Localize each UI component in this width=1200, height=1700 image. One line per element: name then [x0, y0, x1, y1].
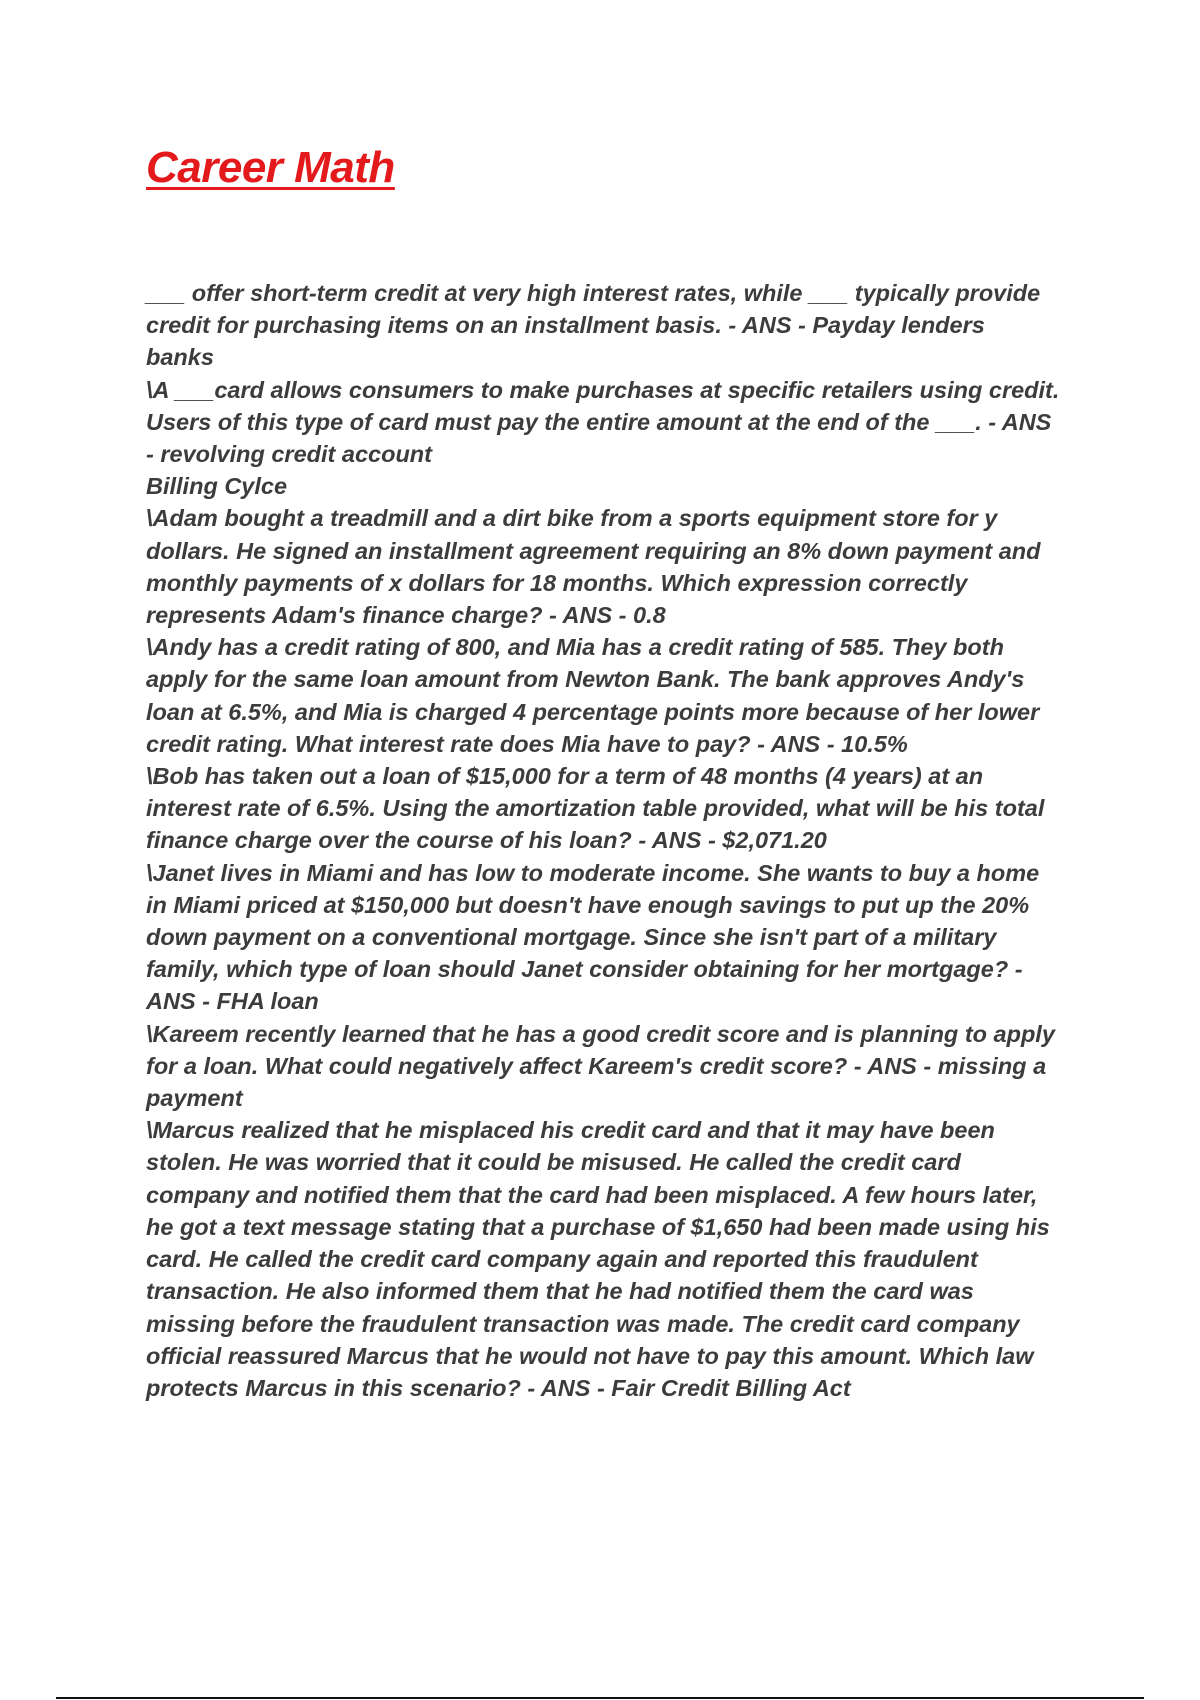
text-line: finance charge over the course of his loan? - ANS - $2,071.20: [146, 827, 827, 854]
text-line: monthly payments of x dollars for 18 months. Which expression correctly: [146, 569, 968, 596]
text-line: - revolving credit account: [146, 441, 432, 468]
text-line: Users of this type of card must pay the entire amount at the end of the ___. - ANS: [146, 408, 1052, 435]
text-line: down payment on a conventional mortgage. Since she isn't part of a military: [146, 924, 997, 951]
text-line: banks: [146, 344, 214, 371]
text-line: in Miami priced at $150,000 but doesn't have enough savings to put up the 20%: [146, 891, 1030, 918]
text-line: apply for the same loan amount from Newton Bank. The bank approves Andy's: [146, 666, 1025, 693]
text-line: protects Marcus in this scenario? - ANS - Fair Credit Billing Act: [146, 1374, 851, 1401]
text-line: stolen. He was worried that it could be misused. He called the credit card: [146, 1149, 961, 1176]
text-line: missing before the fraudulent transaction was made. The credit card company: [146, 1310, 1020, 1337]
text-line: \Marcus realized that he misplaced his credit card and that it may have been: [146, 1117, 995, 1144]
text-line: ___ offer short-term credit at very high interest rates, while ___ typically provide: [146, 280, 1041, 306]
text-line: Billing Cylce: [146, 473, 288, 500]
text-line: company and notified them that the card had been misplaced. A few hours later,: [146, 1181, 1038, 1208]
text-line: dollars. He signed an installment agreement requiring an 8% down payment and: [146, 537, 1041, 564]
footer-divider: [56, 1697, 1144, 1699]
text-line: \A ___card allows consumers to make purchases at specific retailers using credit.: [146, 376, 1060, 403]
text-line: \Bob has taken out a loan of $15,000 for a term of 48 months (4 years) at an: [146, 763, 984, 790]
text-line: he got a text message stating that a purchase of $1,650 had been made using his: [146, 1213, 1050, 1240]
text-line: interest rate of 6.5%. Using the amortization table provided, what will be his total: [146, 795, 1045, 822]
text-line: payment: [146, 1085, 243, 1112]
text-line: credit rating. What interest rate does Mia have to pay? - ANS - 10.5%: [146, 730, 908, 757]
text-line: transaction. He also informed them that he had notified them the card was: [146, 1278, 974, 1305]
text-line: represents Adam's finance charge? - ANS - 0.8: [146, 602, 666, 629]
text-line: \Andy has a credit rating of 800, and Mia has a credit rating of 585. They both: [146, 634, 1004, 661]
text-line: card. He called the credit card company again and reported this fraudulent: [146, 1246, 978, 1273]
text-line: \Janet lives in Miami and has low to moderate income. She wants to buy a home: [146, 859, 1040, 886]
text-line: family, which type of loan should Janet consider obtaining for her mortgage? -: [146, 956, 1023, 983]
text-line: \Kareem recently learned that he has a good credit score and is planning to apply: [146, 1020, 1055, 1047]
text-line: official reassured Marcus that he would not have to pay this amount. Which law: [146, 1342, 1034, 1369]
text-line: credit for purchasing items on an installment basis. - ANS - Payday lenders: [146, 312, 985, 339]
text-line: loan at 6.5%, and Mia is charged 4 percentage points more because of her lower: [146, 698, 1040, 725]
text-line: for a loan. What could negatively affect Kareem's credit score? - ANS - missing a: [146, 1052, 1047, 1079]
qa-body: [146, 277, 1096, 1404]
text-line: ANS - FHA loan: [146, 988, 319, 1015]
text-line: \Adam bought a treadmill and a dirt bike from a sports equipment store for y: [146, 505, 998, 532]
page-title: Career Math: [146, 143, 395, 192]
